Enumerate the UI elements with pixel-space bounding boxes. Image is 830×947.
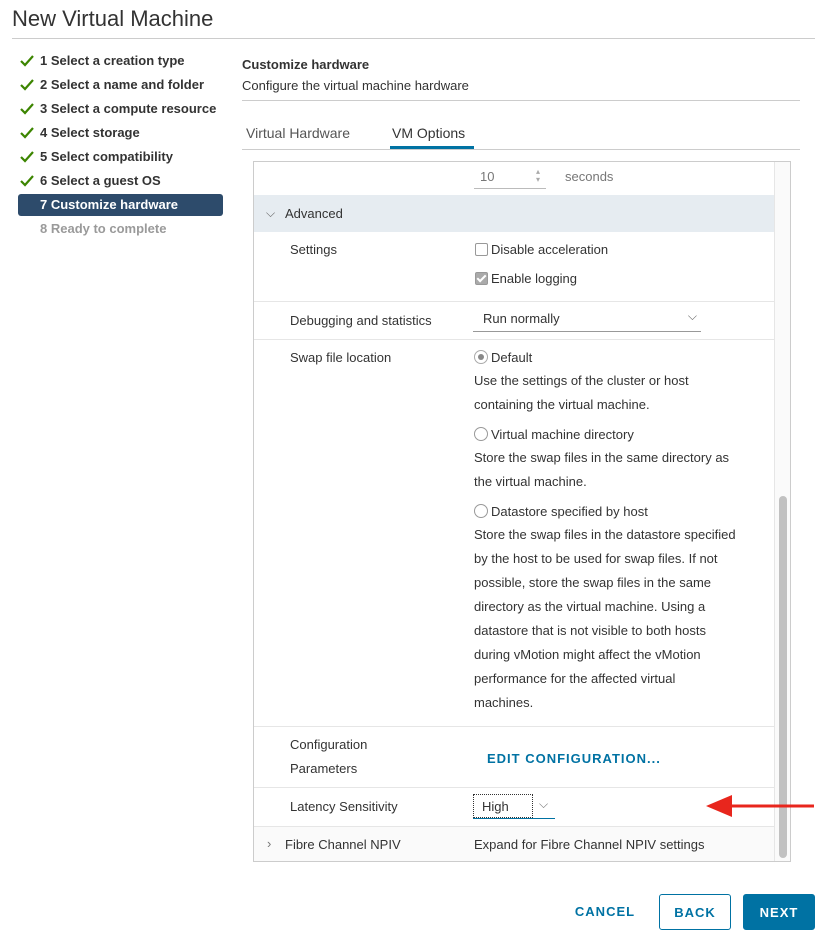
advanced-label: Advanced — [285, 206, 343, 221]
title-divider — [12, 38, 815, 39]
chevron-down-icon: ⌵ — [539, 797, 549, 811]
latency-sensitivity-label: Latency Sensitivity — [290, 799, 398, 814]
enable-logging-checkbox[interactable] — [475, 272, 488, 285]
row-divider — [254, 726, 774, 727]
swap-datastore-desc: Store the swap files in the datastore specified by the host to be used for swap files. If not possible, store the swap files in the same directory as the virtual machine. Using a datastore that is not visible to both hosts during vMotion might affect the vMotion performance for the affected virtual machines. — [474, 527, 736, 710]
step-5[interactable] — [18, 146, 223, 168]
step-label: 5 Select compatibility — [40, 149, 173, 164]
spinner-icon[interactable]: ▴ ▾ — [535, 167, 540, 184]
latency-value-box[interactable] — [473, 794, 533, 818]
step-label: 4 Select storage — [40, 125, 140, 140]
checkmark-icon — [20, 98, 34, 120]
step-7[interactable] — [18, 194, 223, 216]
step-2[interactable] — [18, 74, 223, 96]
settings-label: Settings — [290, 242, 337, 257]
chevron-right-icon: › — [267, 836, 272, 851]
latency-value: High — [482, 799, 509, 814]
swap-vm-directory-label[interactable]: Virtual machine directory — [491, 427, 634, 442]
step-1[interactable] — [18, 50, 223, 72]
swap-default-radio[interactable] — [474, 350, 488, 364]
step-label: 3 Select a compute resource — [40, 101, 217, 116]
fibre-channel-npiv-row[interactable] — [254, 826, 774, 862]
back-button[interactable]: BACK — [659, 894, 731, 930]
timeout-value: 10 — [480, 169, 495, 184]
header-divider — [242, 100, 800, 101]
edit-configuration-link[interactable]: EDIT CONFIGURATION... — [487, 751, 661, 766]
swap-vm-directory-radio[interactable] — [474, 427, 488, 441]
swap-vm-directory-desc: Store the swap files in the same directory as the virtual machine. — [474, 450, 730, 489]
checkmark-icon — [20, 50, 34, 72]
step-3[interactable] — [18, 98, 223, 120]
row-divider — [254, 339, 774, 340]
step-6[interactable] — [18, 170, 223, 192]
disable-acceleration-checkbox[interactable] — [475, 243, 488, 256]
config-params-label: Configuration Parameters — [290, 737, 368, 776]
checkmark-icon — [20, 146, 34, 168]
step-8 — [18, 218, 223, 240]
chevron-down-icon: ⌵ — [266, 206, 276, 220]
advanced-section-header[interactable] — [254, 195, 774, 232]
checkmark-icon — [20, 74, 34, 96]
next-button[interactable]: NEXT — [743, 894, 815, 930]
tab-vm-options[interactable]: VM Options — [392, 125, 466, 141]
step-4[interactable] — [18, 122, 223, 144]
page-title: Customize hardware — [242, 57, 370, 72]
step-label: 1 Select a creation type — [40, 53, 185, 68]
tabs-divider — [242, 149, 800, 150]
swap-default-label[interactable]: Default — [491, 350, 533, 365]
cancel-button[interactable]: CANCEL — [566, 894, 644, 930]
disable-acceleration-label[interactable]: Disable acceleration — [491, 242, 609, 257]
fibre-channel-desc: Expand for Fibre Channel NPIV settings — [474, 837, 705, 852]
row-divider — [254, 301, 774, 302]
step-label: 6 Select a guest OS — [40, 173, 161, 188]
row-divider — [254, 787, 774, 788]
debugging-value: Run normally — [483, 311, 560, 326]
latency-sensitivity-select[interactable] — [473, 794, 555, 819]
swap-file-label: Swap file location — [290, 350, 392, 365]
step-label: 8 Ready to complete — [40, 221, 167, 236]
swap-datastore-radio[interactable] — [474, 504, 488, 518]
debugging-label: Debugging and statistics — [290, 313, 432, 328]
debugging-select[interactable] — [473, 309, 701, 332]
swap-datastore-label[interactable]: Datastore specified by host — [491, 504, 648, 519]
vm-options-panel — [253, 161, 791, 862]
checkmark-icon — [20, 170, 34, 192]
step-label: 7 Customize hardware — [40, 197, 178, 212]
page-subtitle: Configure the virtual machine hardware — [242, 78, 469, 93]
timeout-unit: seconds — [565, 169, 614, 184]
swap-default-desc: Use the settings of the cluster or host containing the virtual machine. — [474, 373, 689, 412]
window-title: New Virtual Machine — [12, 6, 214, 31]
timeout-seconds-input[interactable] — [474, 164, 546, 189]
chevron-down-icon: ⌵ — [687, 309, 697, 323]
red-arrow-icon — [706, 792, 816, 822]
fibre-channel-label: Fibre Channel NPIV — [285, 837, 401, 852]
step-label: 2 Select a name and folder — [40, 77, 205, 92]
tab-virtual-hardware[interactable]: Virtual Hardware — [246, 125, 351, 141]
checkmark-icon — [20, 122, 34, 144]
enable-logging-label[interactable]: Enable logging — [491, 271, 578, 286]
